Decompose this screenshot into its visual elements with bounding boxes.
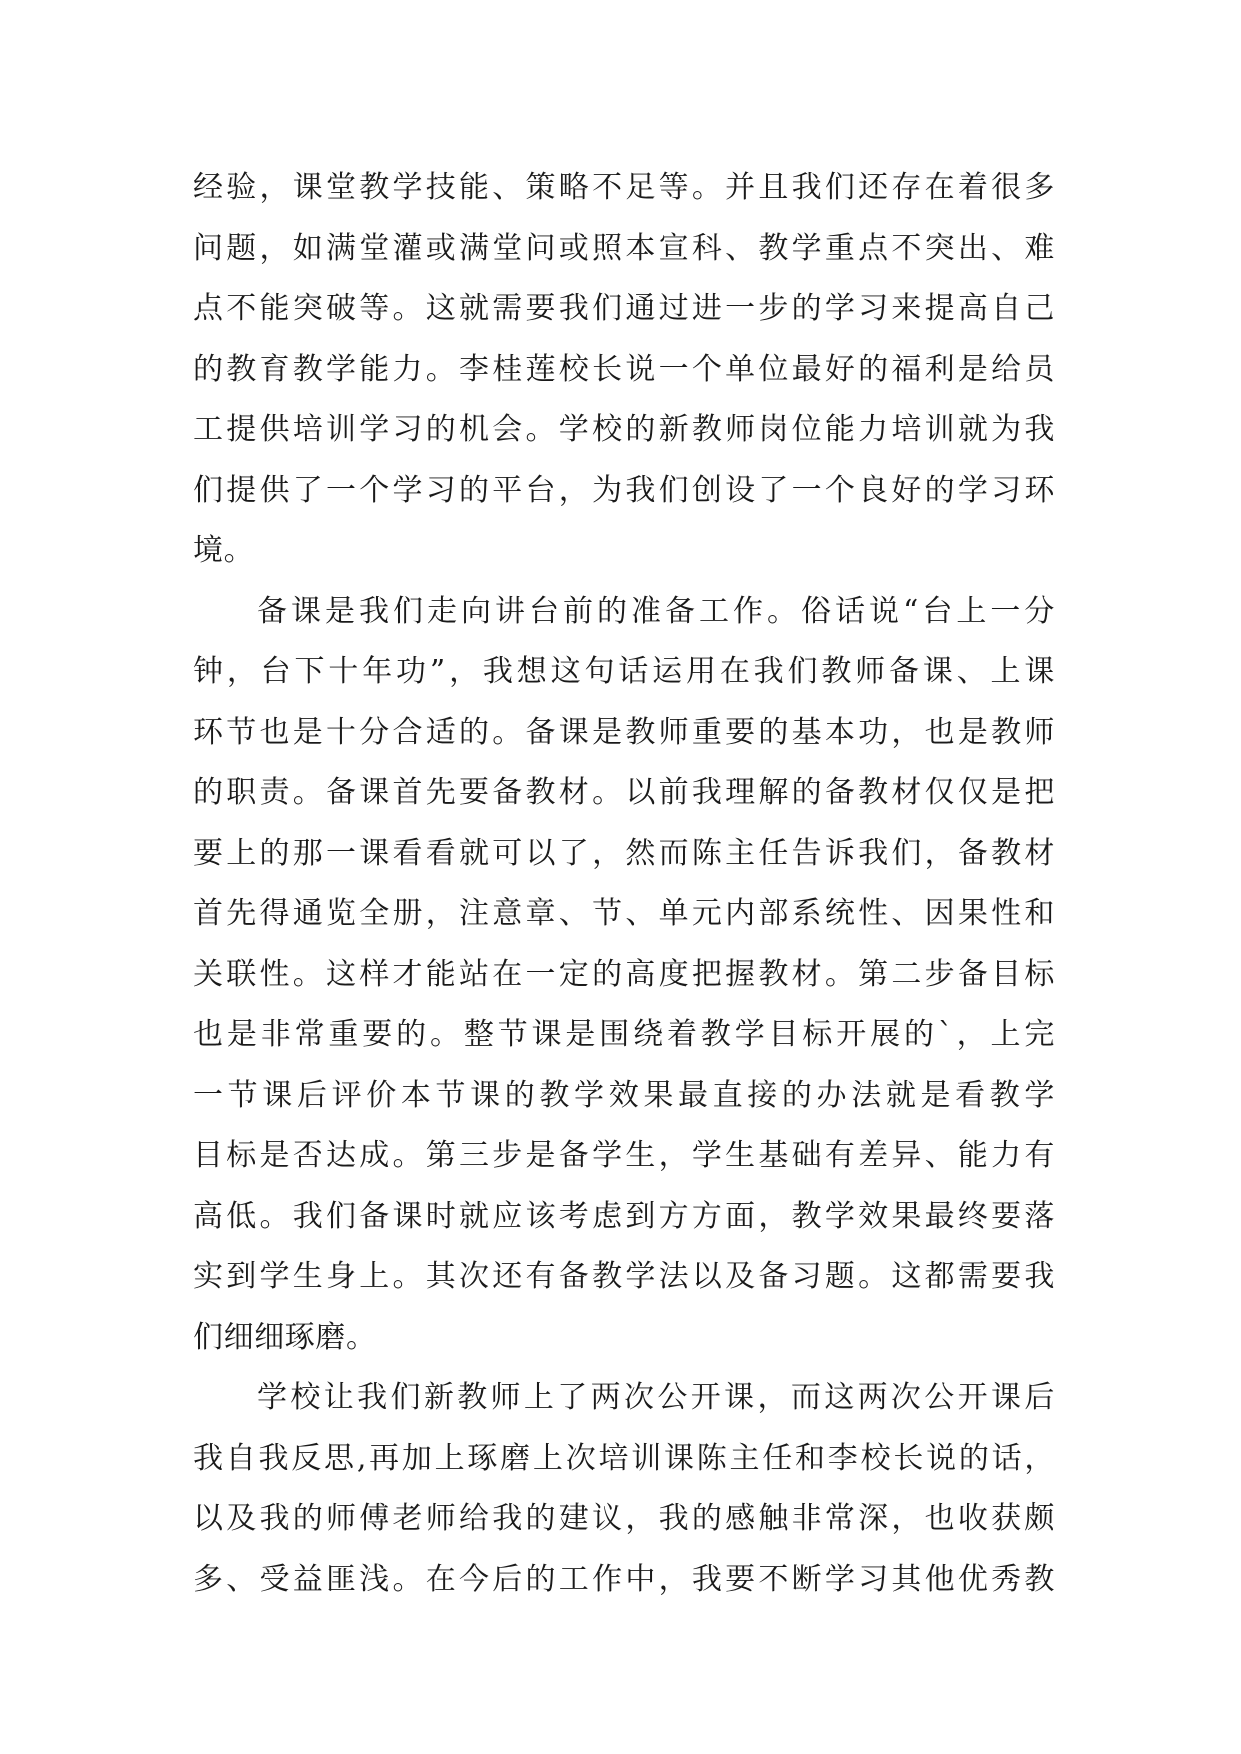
text-line: 的教育教学能力。李桂莲校长说一个单位最好的福利是给员 xyxy=(193,351,1055,387)
text-line: 以及我的师傅老师给我的建议，我的感触非常深，也收获颇 xyxy=(193,1501,1055,1536)
text-line: 多、受益匪浅。在今后的工作中，我要不断学习其他优秀教 xyxy=(193,1561,1055,1597)
text-line: 实到学生身上。其次还有备教学法以及备习题。这都需要我 xyxy=(193,1259,1055,1294)
text-line: 们细细琢磨。 xyxy=(193,1319,377,1355)
text-line: 我自我反思,再加上琢磨上次培训课陈主任和李校长说的话， xyxy=(193,1440,1055,1476)
text-line: 钟，台下十年功”，我想这句话运用在我们教师备课、上课 xyxy=(193,654,1055,689)
text-line: 经验，课堂教学技能、策略不足等。并且我们还存在着很多 xyxy=(193,170,1055,205)
text-line: 高低。我们备课时就应该考虑到方方面，教学效果最终要落 xyxy=(193,1198,1055,1234)
text-line: 目标是否达成。第三步是备学生，学生基础有差异、能力有 xyxy=(193,1138,1055,1173)
paragraph-first-line: 学校让我们新教师上了两次公开课，而这两次公开课后 xyxy=(257,1380,1055,1415)
text-line: 首先得通览全册，注意章、节、单元内部系统性、因果性和 xyxy=(193,896,1055,931)
text-line: 的职责。备课首先要备教材。以前我理解的备教材仅仅是把 xyxy=(193,775,1055,810)
paragraph-first-line: 备课是我们走向讲台前的准备工作。俗话说“台上一分 xyxy=(257,593,1055,629)
text-line: 也是非常重要的。整节课是围绕着教学目标开展的`，上完 xyxy=(193,1017,1055,1052)
text-line: 工提供培训学习的机会。学校的新教师岗位能力培训就为我 xyxy=(193,412,1055,447)
text-line: 关联性。这样才能站在一定的高度把握教材。第二步备目标 xyxy=(193,956,1055,992)
text-line: 环节也是十分合适的。备课是教师重要的基本功，也是教师 xyxy=(193,714,1055,750)
text-line: 境。 xyxy=(193,533,255,568)
body-text xyxy=(193,158,1055,1610)
text-line: 们提供了一个学习的平台，为我们创设了一个良好的学习环 xyxy=(193,472,1055,508)
text-line: 一节课后评价本节课的教学效果最直接的办法就是看教学 xyxy=(193,1077,1055,1113)
text-line: 点不能突破等。这就需要我们通过进一步的学习来提高自己 xyxy=(193,291,1055,326)
text-line: 要上的那一课看看就可以了，然而陈主任告诉我们，备教材 xyxy=(193,835,1055,871)
text-line: 问题，如满堂灌或满堂问或照本宣科、教学重点不突出、难 xyxy=(193,230,1055,266)
